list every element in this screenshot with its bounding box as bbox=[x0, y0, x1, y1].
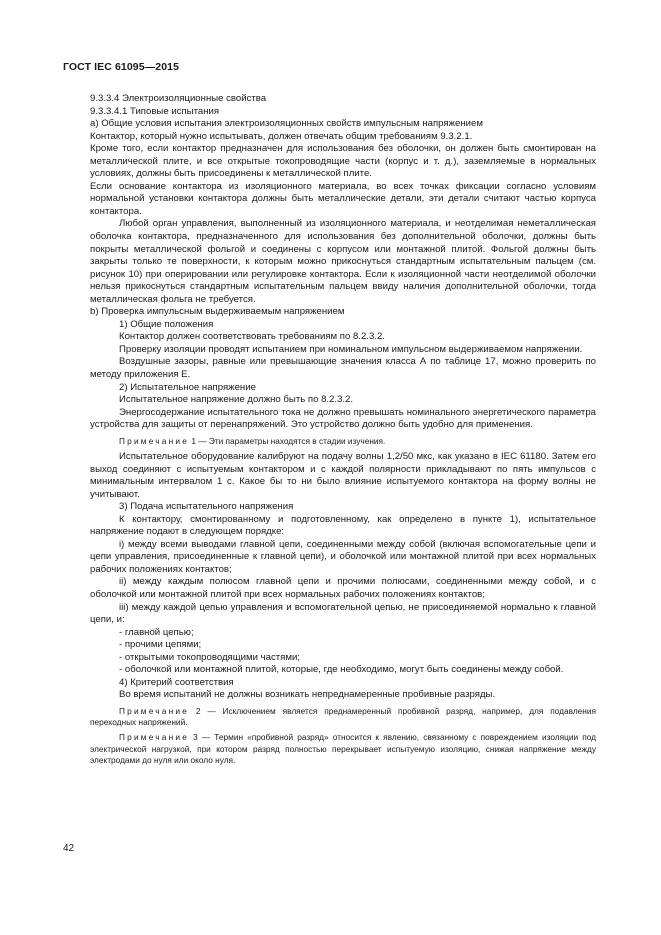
dash-item: - главной цепью; bbox=[119, 626, 194, 638]
paragraph: Испытательное напряжение должно быть по 8.2.3.2. bbox=[119, 394, 354, 406]
list-item-ii: ii) между каждым полюсом главной цепи и прочими полюсами, соединенными между собой, и с оболочкой или монтажной плитой при всех нормальных рабочих положениях контактов; bbox=[90, 576, 596, 600]
sub-heading: 3) Подача испытательного напряжения bbox=[119, 501, 294, 513]
paragraph: Контактор, который нужно испытывать, должен отвечать общим требованиям 9.3.2.1. bbox=[90, 130, 473, 142]
paragraph: Испытательное оборудование калибруют на подачу волны 1,2/50 мкс, как указано в IEC 61180. Затем его выход соединяют с испытуемым контактором и с каждой полярности прикладывают по пять импульсов с минимальным интервалом 1 с. Какое бы то ни было влияние испытуемого контактора на форму волны не учитывают. bbox=[90, 450, 596, 500]
note-text: 3 — Термин «пробивной разряд» относится к явлению, связанному с повреждением изоляции под электрической нагрузкой, при котором разряд полностью перекрывает испытуемую изоляцию, снижая напряжение между электродами до нуля или около нуля. bbox=[90, 732, 596, 765]
subsection-heading: 9.3.3.4.1 Типовые испытания bbox=[90, 105, 220, 117]
dash-item: - прочими цепями; bbox=[119, 639, 202, 651]
paragraph: Проверку изоляции проводят испытанием при номинальном импульсном выдерживаемом напряжении. bbox=[119, 343, 583, 355]
paragraph: К контактору, смонтированному и подготовленному, как определено в пункте 1), испытательное напряжение подают в следующем порядке: bbox=[90, 513, 596, 538]
sub-heading: 1) Общие положения bbox=[119, 318, 214, 330]
note-3 bbox=[90, 732, 596, 766]
paragraph: Воздушные зазоры, равные или превышающие значения класса А по таблице 17, можно проверить по методу приложения Е. bbox=[90, 356, 596, 381]
paragraph: Если основание контактора из изоляционного материала, во всех точках фиксации согласно условиям нормальной установки контактора должны быть металлические детали, эти детали считают частью корпуса контактора. bbox=[90, 180, 596, 217]
list-item-i: i) между всеми выводами главной цепи, соединенными между собой (включая вспомогательные цепи и цепи управления, присоединенные к главной цепи), и оболочкой или монтажной плитой при всех нормальных рабочих положениях контактов; bbox=[90, 538, 596, 575]
dash-item: - оболочкой или монтажной плитой, которые, где необходимо, могут быть соединены между собой. bbox=[119, 664, 564, 676]
list-item-iii: iii) между каждой цепью управления и вспомогательной цепью, не присоединяемой нормально к главной цепи, и: bbox=[90, 601, 596, 626]
note-text: 1 — Эти параметры находятся в стадии изучения. bbox=[189, 435, 386, 446]
paragraph: Любой орган управления, выполненный из изоляционного материала, и неотделимая неметаллическая оболочка контактора, предназначенного для использования без дополнительной оболочки, должны быть покрыты металлической фольгой и соединены с корпусом или монтажной плитой. Фольгой должны быть закрыты только те поверхности, к которым можно прикоснуться стандартным испытательным пальцем (см. рисунок 10) при оперировании или регулировке контактора. Если к изоляционной части неотделимой оболочки нельзя прикоснуться стандартным испытательным пальцем ввиду наличия дополнительной оболочки, тогда металлическая фольга не требуется. bbox=[90, 218, 596, 305]
list-item-a: а) Общие условия испытания электроизоляционных свойств импульсным напряжением bbox=[90, 118, 483, 130]
page-content bbox=[90, 93, 596, 770]
document-header: ГОСТ IEC 61095—2015 bbox=[63, 61, 180, 73]
paragraph: Контактор должен соответствовать требованиям по 8.2.3.2. bbox=[119, 331, 385, 343]
sub-heading: 4) Критерий соответствия bbox=[119, 676, 234, 688]
page-number: 42 bbox=[63, 843, 75, 854]
section-heading: 9.3.3.4 Электроизоляционные свойства bbox=[90, 93, 267, 104]
note-label: Примечание bbox=[119, 435, 190, 446]
note-1 bbox=[90, 436, 596, 447]
paragraph: Энергосодержание испытательного тока не должно превышать номинального энергетического параметра устройства для защиты от перенапряжений. Это устройство должно быть удобно для применения. bbox=[90, 406, 596, 431]
dash-item: - открытыми токопроводящими частями; bbox=[119, 651, 300, 663]
note-text: 2 — Исключением является преднамеренный пробивной разряд, например, для подавления переходных напряжений. bbox=[90, 705, 596, 728]
note-label: Примечание bbox=[119, 705, 190, 716]
sub-heading: 2) Испытательное напряжение bbox=[119, 381, 256, 393]
paragraph: Во время испытаний не должны возникать непреднамеренные пробивные разряды. bbox=[119, 689, 496, 701]
note-label: Примечание bbox=[119, 732, 190, 743]
paragraph: Кроме того, если контактор предназначен для использования без оболочки, он должен быть смонтирован на металлической плите, и все открытые токопроводящие части (корпус и т. д.), заземляемые в нормальных условиях, должны быть присоединены к металлической плите. bbox=[90, 143, 596, 180]
list-item-b: b) Проверка импульсным выдерживаемым напряжением bbox=[90, 306, 345, 318]
note-2 bbox=[90, 706, 596, 728]
